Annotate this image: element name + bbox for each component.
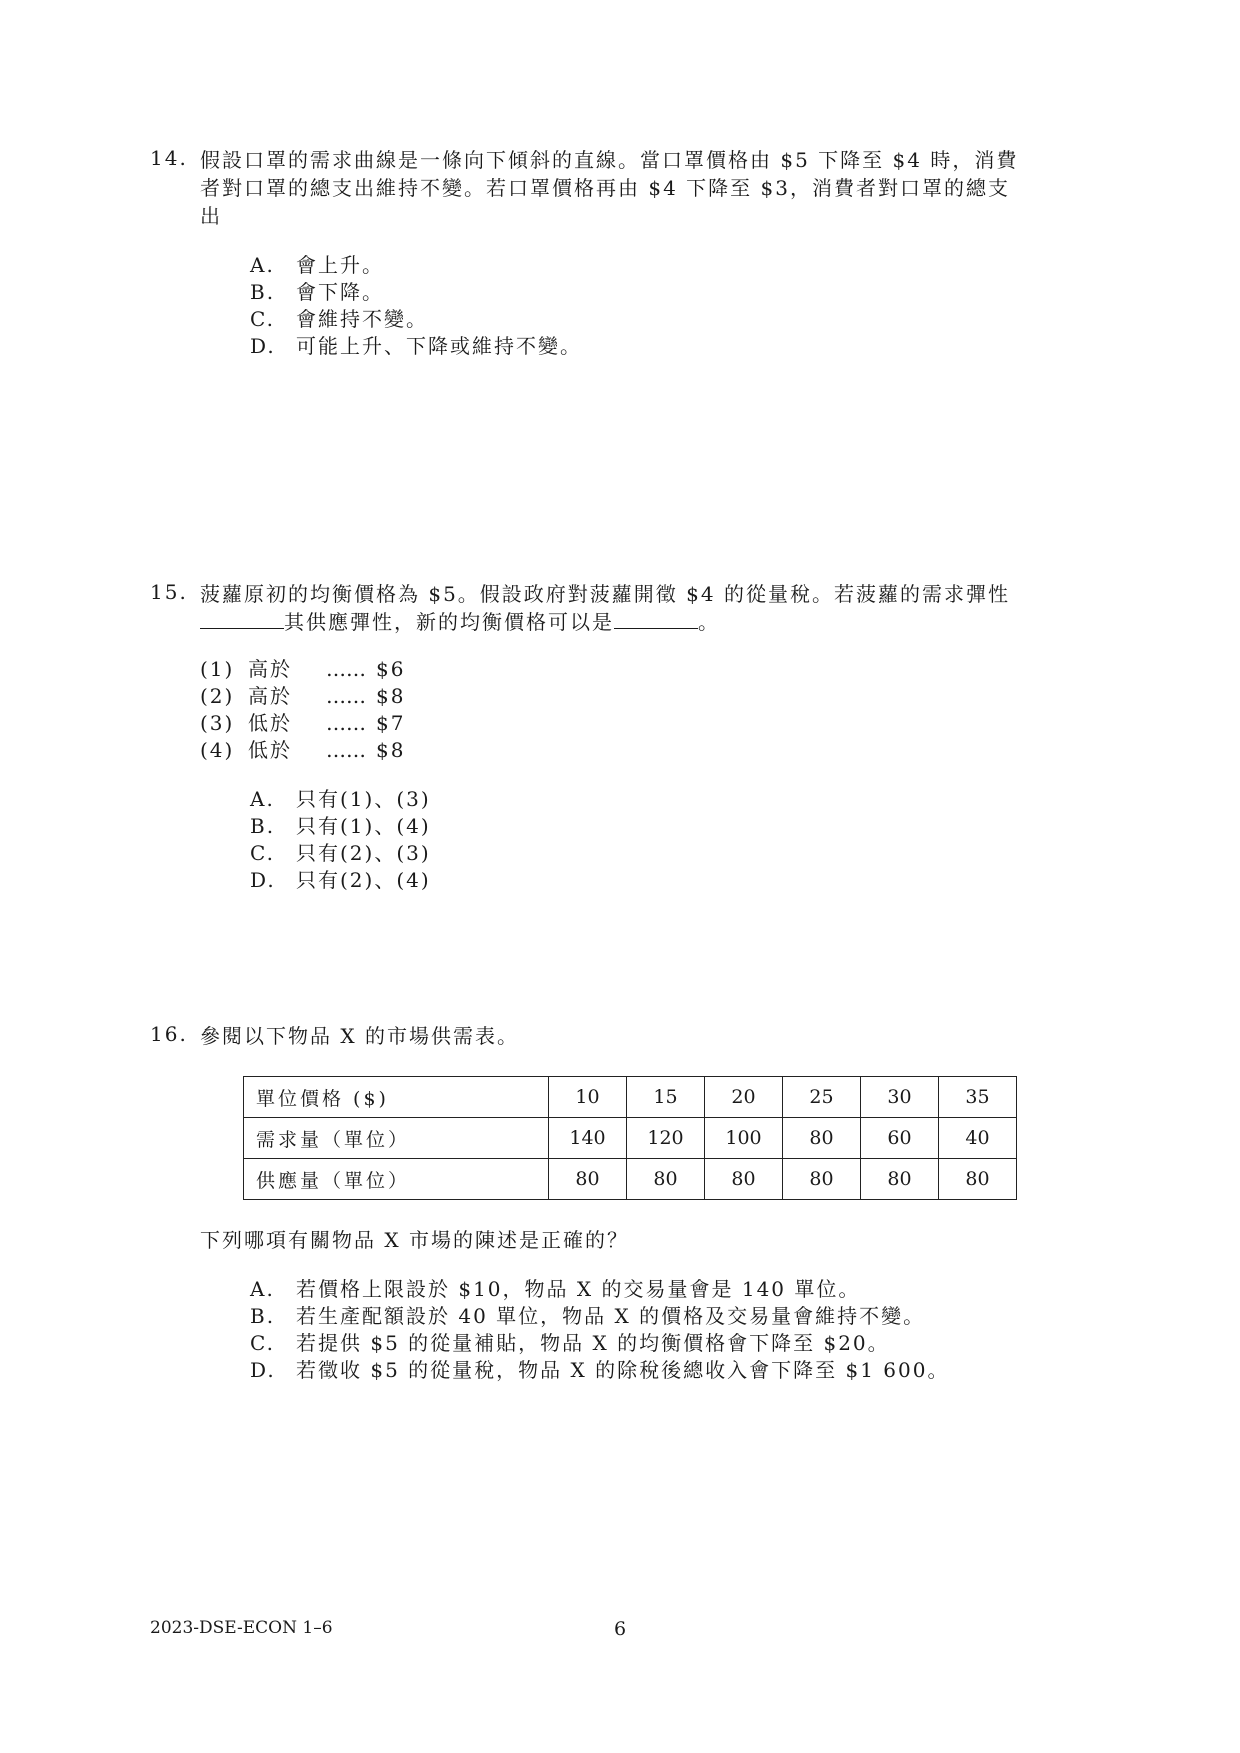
option-d: D. 若徵收 $5 的從量稅，物品 X 的除稅後總收入會下降至 $1 600。 [250, 1358, 950, 1382]
question-text: 假設口罩的需求曲線是一條向下傾斜的直線。當口罩價格由 $5 下降至 $4 時，消費 者對口罩的總支出維持不變。若口罩價格再由 $4 下降至 $3，消費者對口罩的總支 出 [200, 148, 1019, 228]
question-number: 15. [150, 580, 188, 604]
question-14 [150, 146, 1110, 360]
option-b: B. 會下降。 [250, 280, 384, 304]
table-cell: 120 [627, 1118, 705, 1159]
option-d: D. 只有(2)、(4) [250, 868, 431, 892]
option-c: C. 若提供 $5 的從量補貼，物品 X 的均衡價格會下降至 $20。 [250, 1331, 890, 1355]
question-prompt: 下列哪項有關物品 X 市場的陳述是正確的？ [200, 1228, 629, 1252]
table-cell: 60 [861, 1118, 939, 1159]
table-row [244, 1077, 1017, 1118]
table-cell: 140 [549, 1118, 627, 1159]
row-header: 需求量（單位） [244, 1118, 549, 1159]
table-cell: 80 [549, 1159, 627, 1200]
question-intro: 參閱以下物品 X 的市場供需表。 [200, 1024, 519, 1048]
statement-1: (1) 高於 …… $6 [200, 657, 406, 681]
table-cell: 30 [861, 1077, 939, 1118]
answer-blank [200, 610, 284, 629]
option-c: C. 會維持不變。 [250, 307, 428, 331]
page-number: 6 [614, 1618, 627, 1640]
question-16 [150, 1022, 1110, 1384]
options [250, 786, 1110, 894]
table-cell: 80 [783, 1159, 861, 1200]
option-c: C. 只有(2)、(3) [250, 841, 431, 865]
statement-3: (3) 低於 …… $7 [200, 711, 406, 735]
table-cell: 25 [783, 1077, 861, 1118]
table-cell: 80 [627, 1159, 705, 1200]
table-cell: 80 [705, 1159, 783, 1200]
question-number: 16. [150, 1022, 188, 1046]
row-header: 單位價格 ($) [244, 1077, 549, 1118]
row-header: 供應量（單位） [244, 1159, 549, 1200]
options [250, 1276, 1110, 1384]
statements [200, 656, 1110, 764]
answer-blank [614, 610, 698, 629]
table-row [244, 1118, 1017, 1159]
option-d: D. 可能上升、下降或維持不變。 [250, 334, 582, 358]
table-cell: 100 [705, 1118, 783, 1159]
question-15 [150, 580, 1110, 894]
option-a: A. 若價格上限設於 $10，物品 X 的交易量會是 140 單位。 [250, 1277, 861, 1301]
table-cell: 80 [861, 1159, 939, 1200]
supply-demand-table [243, 1076, 1017, 1200]
option-b: B. 只有(1)、(4) [250, 814, 431, 838]
table-cell: 15 [627, 1077, 705, 1118]
question-number: 14. [150, 146, 188, 170]
table-cell: 35 [939, 1077, 1017, 1118]
table-cell: 80 [783, 1118, 861, 1159]
question-text: 菠蘿原初的均衡價格為 $5。假設政府對菠蘿開徵 $4 的從量稅。若菠蘿的需求彈性 其供應彈性，新的均衡價格可以是 。 [200, 582, 1010, 634]
table-row [244, 1159, 1017, 1200]
option-b: B. 若生產配額設於 40 單位，物品 X 的價格及交易量會維持不變。 [250, 1304, 926, 1328]
statement-4: (4) 低於 …… $8 [200, 738, 406, 762]
table-cell: 20 [705, 1077, 783, 1118]
table-cell: 80 [939, 1159, 1017, 1200]
table-cell: 40 [939, 1118, 1017, 1159]
table-cell: 10 [549, 1077, 627, 1118]
paper-code: 2023-DSE-ECON 1–6 [150, 1618, 333, 1638]
option-a: A. 只有(1)、(3) [250, 787, 431, 811]
option-a: A. 會上升。 [250, 253, 384, 277]
options [250, 252, 1110, 360]
statement-2: (2) 高於 …… $8 [200, 684, 406, 708]
